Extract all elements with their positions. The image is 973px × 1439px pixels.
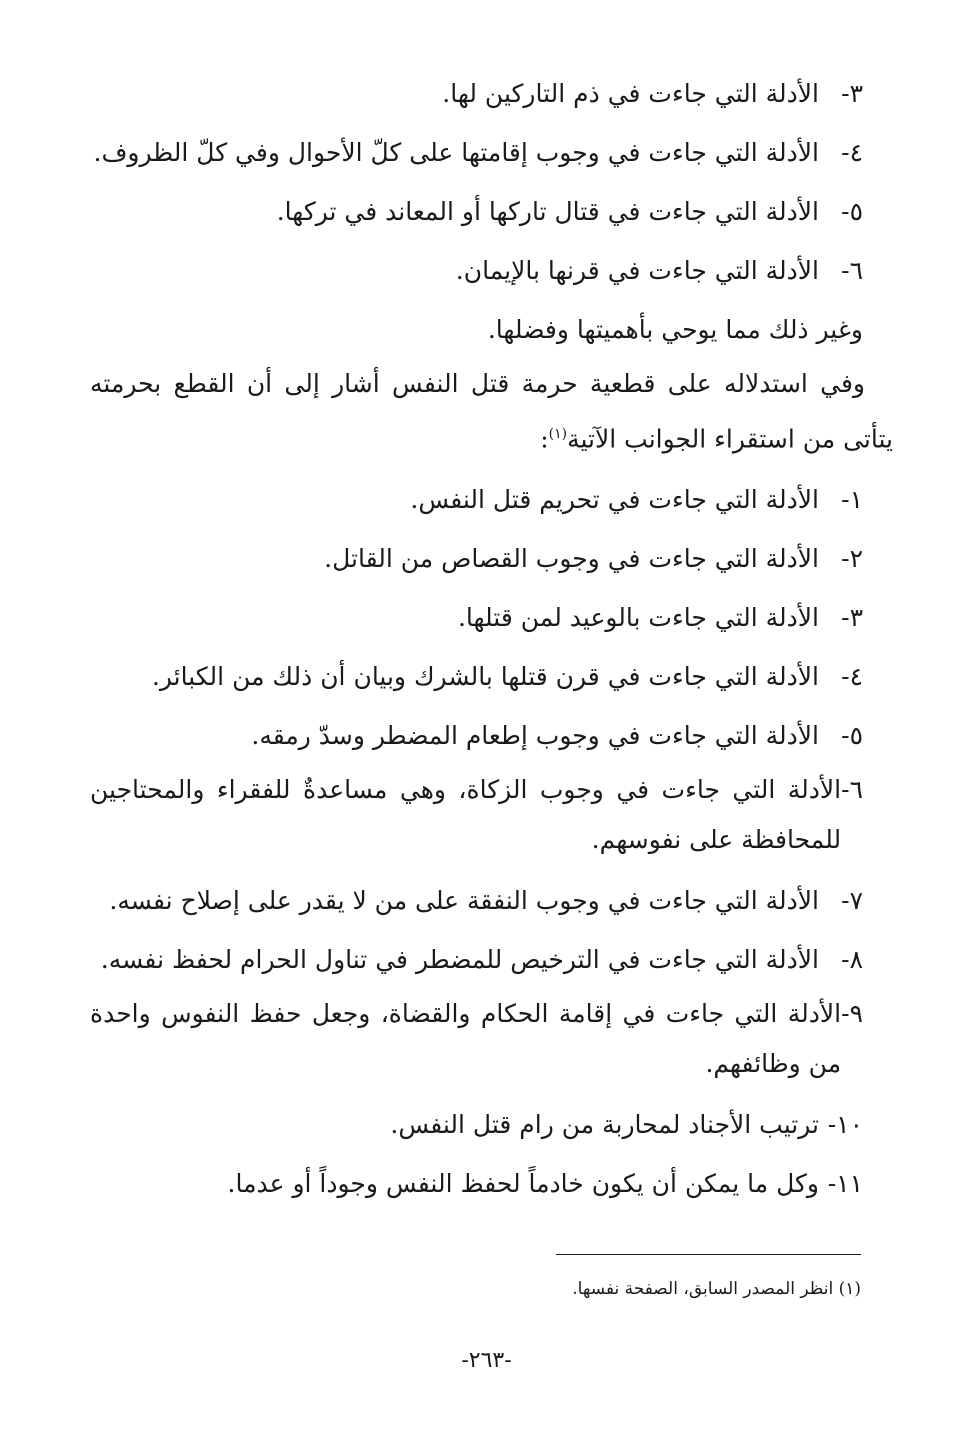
item-text: الأدلة التي جاءت في ذم التاركين لها.	[442, 79, 819, 108]
item-number: ٧-	[841, 886, 863, 916]
list-item	[90, 529, 863, 588]
list-item	[90, 470, 863, 529]
list-item	[90, 647, 863, 706]
list-item	[90, 930, 863, 989]
list-item	[90, 1095, 863, 1154]
list-item	[90, 588, 863, 647]
item-text: الأدلة التي جاءت في الترخيص للمضطر في تناول الحرام لحفظ نفسه.	[100, 945, 819, 975]
main-text	[90, 64, 893, 1213]
item-number: ٤-	[841, 662, 863, 692]
item-text: الأدلة التي جاءت في قرن قتلها بالشرك وبيان أن ذلك من الكبائر.	[151, 662, 819, 692]
item-text: الأدلة التي جاءت في إقامة الحكام والقضاة، وجعل حفظ النفوس واحدة من وظائفهم.	[90, 999, 842, 1079]
item-number: ٨-	[841, 945, 863, 975]
item-text: الأدلة التي جاءت في قرنها بالإيمان.	[455, 256, 819, 285]
list-item	[90, 871, 863, 930]
item-text: الأدلة التي جاءت في وجوب الزكاة، وهي مساعدةٌ للفقراء والمحتاجين للمحافظة على نفوسهم.	[90, 775, 842, 855]
paragraph	[90, 300, 863, 359]
item-text: الأدلة التي جاءت في وجوب إطعام المضطر وسدّ رمقه.	[251, 721, 819, 751]
footnote: (١) انظر المصدر السابق، الصفحة نفسها.	[572, 1279, 861, 1299]
item-number: ٣-	[841, 603, 863, 633]
item-number: ٩-	[841, 999, 863, 1029]
list-item	[90, 123, 863, 182]
list-item	[90, 1154, 863, 1213]
list-item	[90, 241, 863, 300]
item-number: ٦-	[841, 775, 863, 805]
item-number: ١١-	[827, 1169, 863, 1199]
list-item	[90, 182, 863, 241]
item-number: ٤-	[841, 138, 863, 167]
footnote-ref: (١)	[548, 426, 568, 442]
list-item	[90, 765, 863, 865]
item-number: ٣-	[841, 79, 863, 108]
item-text: وكل ما يمكن أن يكون خادماً لحفظ النفس وجوداً أو عدما.	[227, 1169, 819, 1199]
paragraph-text: وفي استدلاله على قطعية حرمة قتل النفس أشار إلى أن القطع بحرمته يتأتى من استقراء الجوانب الآتية	[90, 369, 893, 454]
item-number: ٢-	[841, 544, 863, 574]
paragraph-text: وغير ذلك مما يوحي بأهميتها وفضلها.	[487, 315, 863, 344]
footnote-divider	[556, 1254, 861, 1255]
item-text: الأدلة التي جاءت في وجوب إقامتها على كلّ الأحوال وفي كلّ الظروف.	[93, 138, 819, 167]
item-number: ١-	[841, 485, 863, 515]
paragraph-colon: :	[540, 424, 549, 454]
item-text: ترتيب الأجناد لمحاربة من رام قتل النفس.	[390, 1110, 819, 1140]
paragraph	[90, 359, 893, 464]
item-text: الأدلة التي جاءت في تحريم قتل النفس.	[410, 485, 819, 515]
item-text: الأدلة التي جاءت بالوعيد لمن قتلها.	[457, 603, 819, 633]
item-number: ٦-	[841, 256, 863, 285]
list-item	[90, 989, 863, 1089]
item-text: الأدلة التي جاءت في قتال تاركها أو المعاند في تركها.	[276, 197, 819, 226]
item-text: الأدلة التي جاءت في وجوب القصاص من القاتل.	[324, 544, 819, 574]
item-number: ١٠-	[827, 1110, 863, 1140]
list-item	[90, 706, 863, 765]
item-number: ٥-	[841, 721, 863, 751]
item-text: الأدلة التي جاءت في وجوب النفقة على من لا يقدر على إصلاح نفسه.	[109, 886, 819, 916]
list-item	[90, 64, 863, 123]
item-number: ٥-	[841, 197, 863, 226]
page-number: -٢٦٣-	[461, 1348, 512, 1373]
